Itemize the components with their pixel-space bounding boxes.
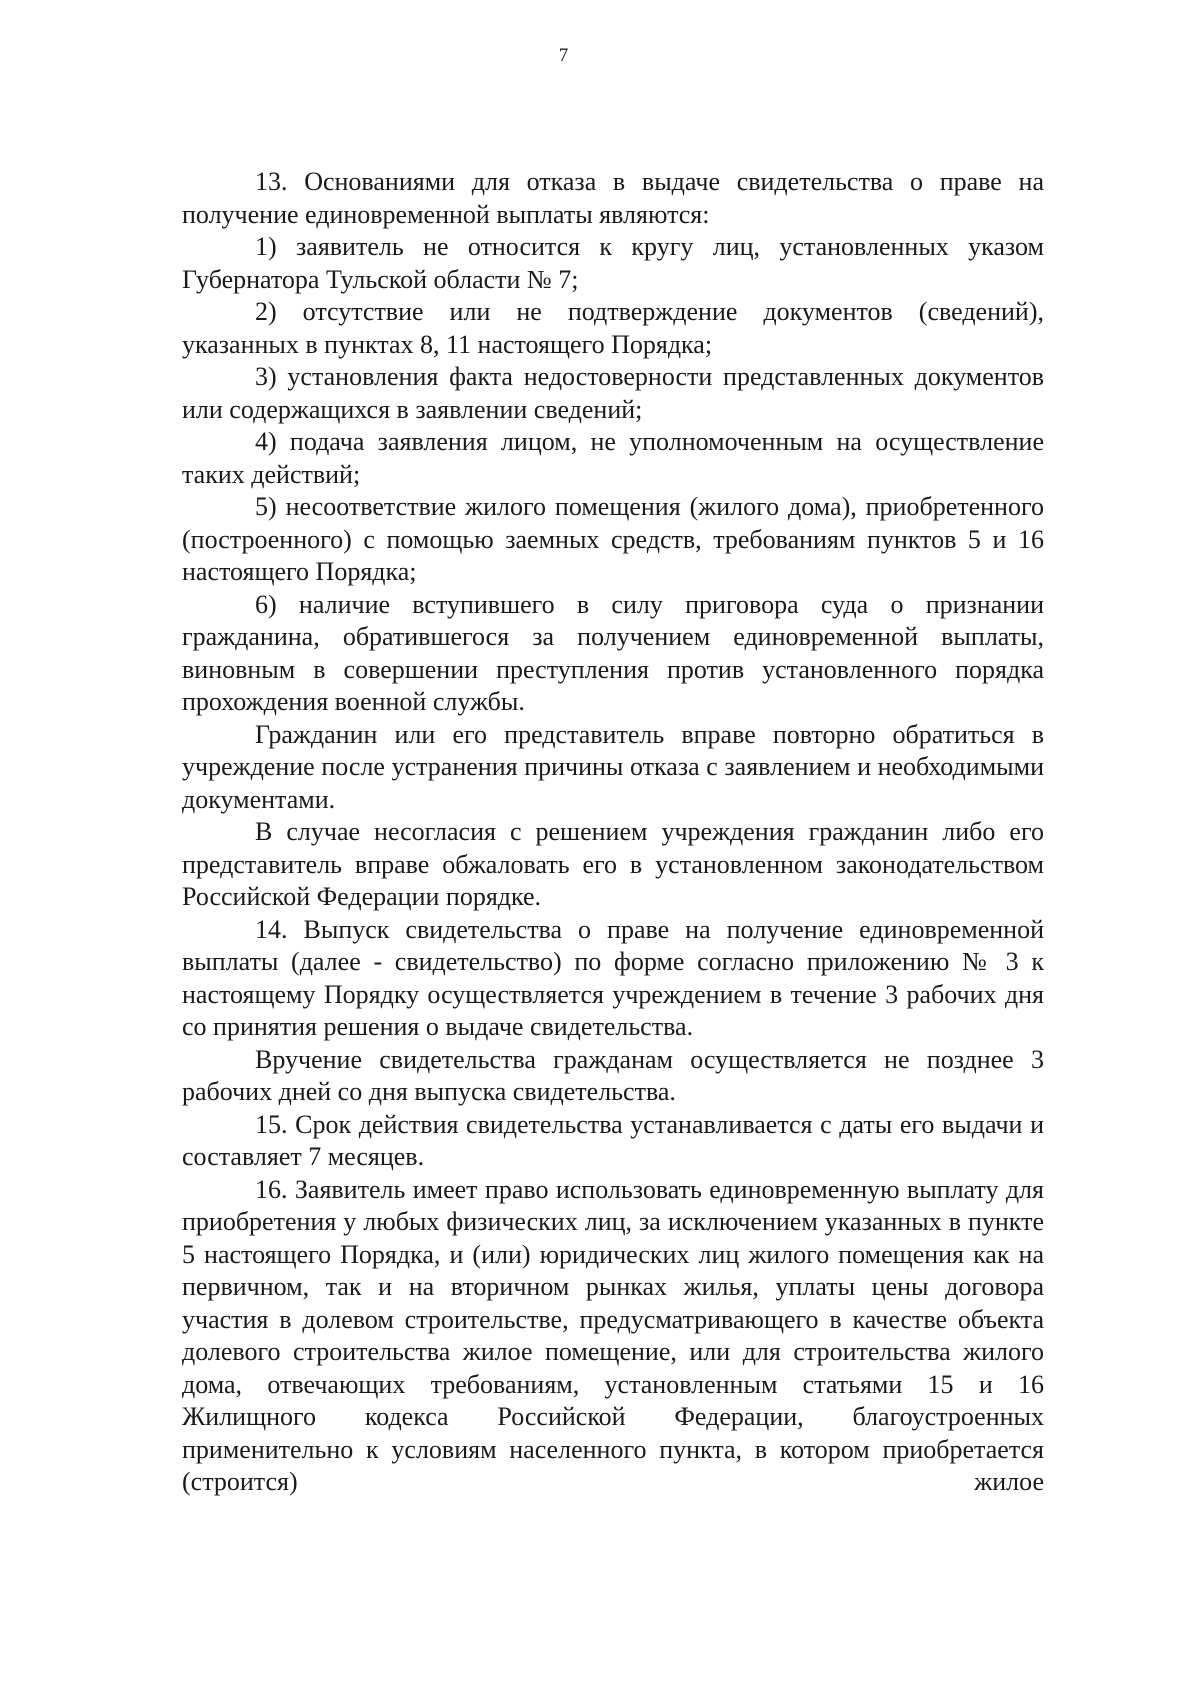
list-item-5: 5) несоответствие жилого помещения (жилого дома), приобретенного (построенного) с помощью заемных средств, требованиям пунктов 5 и 16 настоящего Порядка; xyxy=(182,492,1044,586)
list-item-2: 2) отсутствие или не подтверждение документов (сведений), указанных в пунктах 8, 11 настоящего Порядка; xyxy=(182,297,1044,359)
paragraph-14-issuance: 14. Выпуск свидетельства о праве на получение единовременной выплаты (далее - свидетельство) по форме согласно приложению № 3 к настоящему Порядку осуществляется учреждением в течение 3 рабочих дня со принятия решения о выдаче свидетельства. xyxy=(182,914,1044,1041)
list-item-3: 3) установления факта недостоверности представленных документов или содержащихся в заявлении сведений; xyxy=(182,362,1044,424)
paragraph-13-refusal-grounds: 13. Основаниями для отказа в выдаче свидетельства о праве на получение единовременной выплаты являются: xyxy=(182,167,1044,229)
page-number: 7 xyxy=(558,45,569,66)
list-item-6: 6) наличие вступившего в силу приговора суда о признании гражданина, обратившегося за получением единовременной выплаты, виновным в совершении преступления против установленного порядка прохождения военной службы. xyxy=(182,589,1044,716)
paragraph-reapply: Гражданин или его представитель вправе повторно обратиться в учреждение после устранения причины отказа с заявлением и необходимыми документами. xyxy=(182,719,1044,814)
paragraph-16-usage: 16. Заявитель имеет право использовать единовременную выплату для приобретения у любых физических лиц, за исключением указанных в пункте 5 настоящего Порядка, и (или) юридических лиц жилого помещения как на первичном, так и на вторичном рынках жилья, уплаты цены договора участия в долевом строительстве, предусматривающего в качестве объекта долевого строительства жилое помещение, или для строительства жилого дома, отвечающих требованиям, установленным статьями 15 и 16 Жилищного кодекса Российской Федерации, благоустроенных применительно к условиям населенного пункта, в котором приобретается (строится) жилое xyxy=(182,1174,1044,1496)
list-item-4: 4) подача заявления лицом, не уполномоченным на осуществление таких действий; xyxy=(182,427,1044,489)
list-item-1: 1) заявитель не относится к кругу лиц, установленных указом Губернатора Тульской области № 7; xyxy=(182,232,1044,294)
paragraph-delivery: Вручение свидетельства гражданам осуществляется не позднее 3 рабочих дней со дня выпуска свидетельства. xyxy=(182,1044,1044,1106)
paragraph-appeal: В случае несогласия с решением учреждения гражданин либо его представитель вправе обжаловать его в установленном законодательством Российской Федерации порядке. xyxy=(182,817,1044,911)
paragraph-15-validity: 15. Срок действия свидетельства устанавливается с даты его выдачи и составляет 7 месяцев. xyxy=(182,1109,1044,1171)
document-body xyxy=(182,166,1044,1499)
